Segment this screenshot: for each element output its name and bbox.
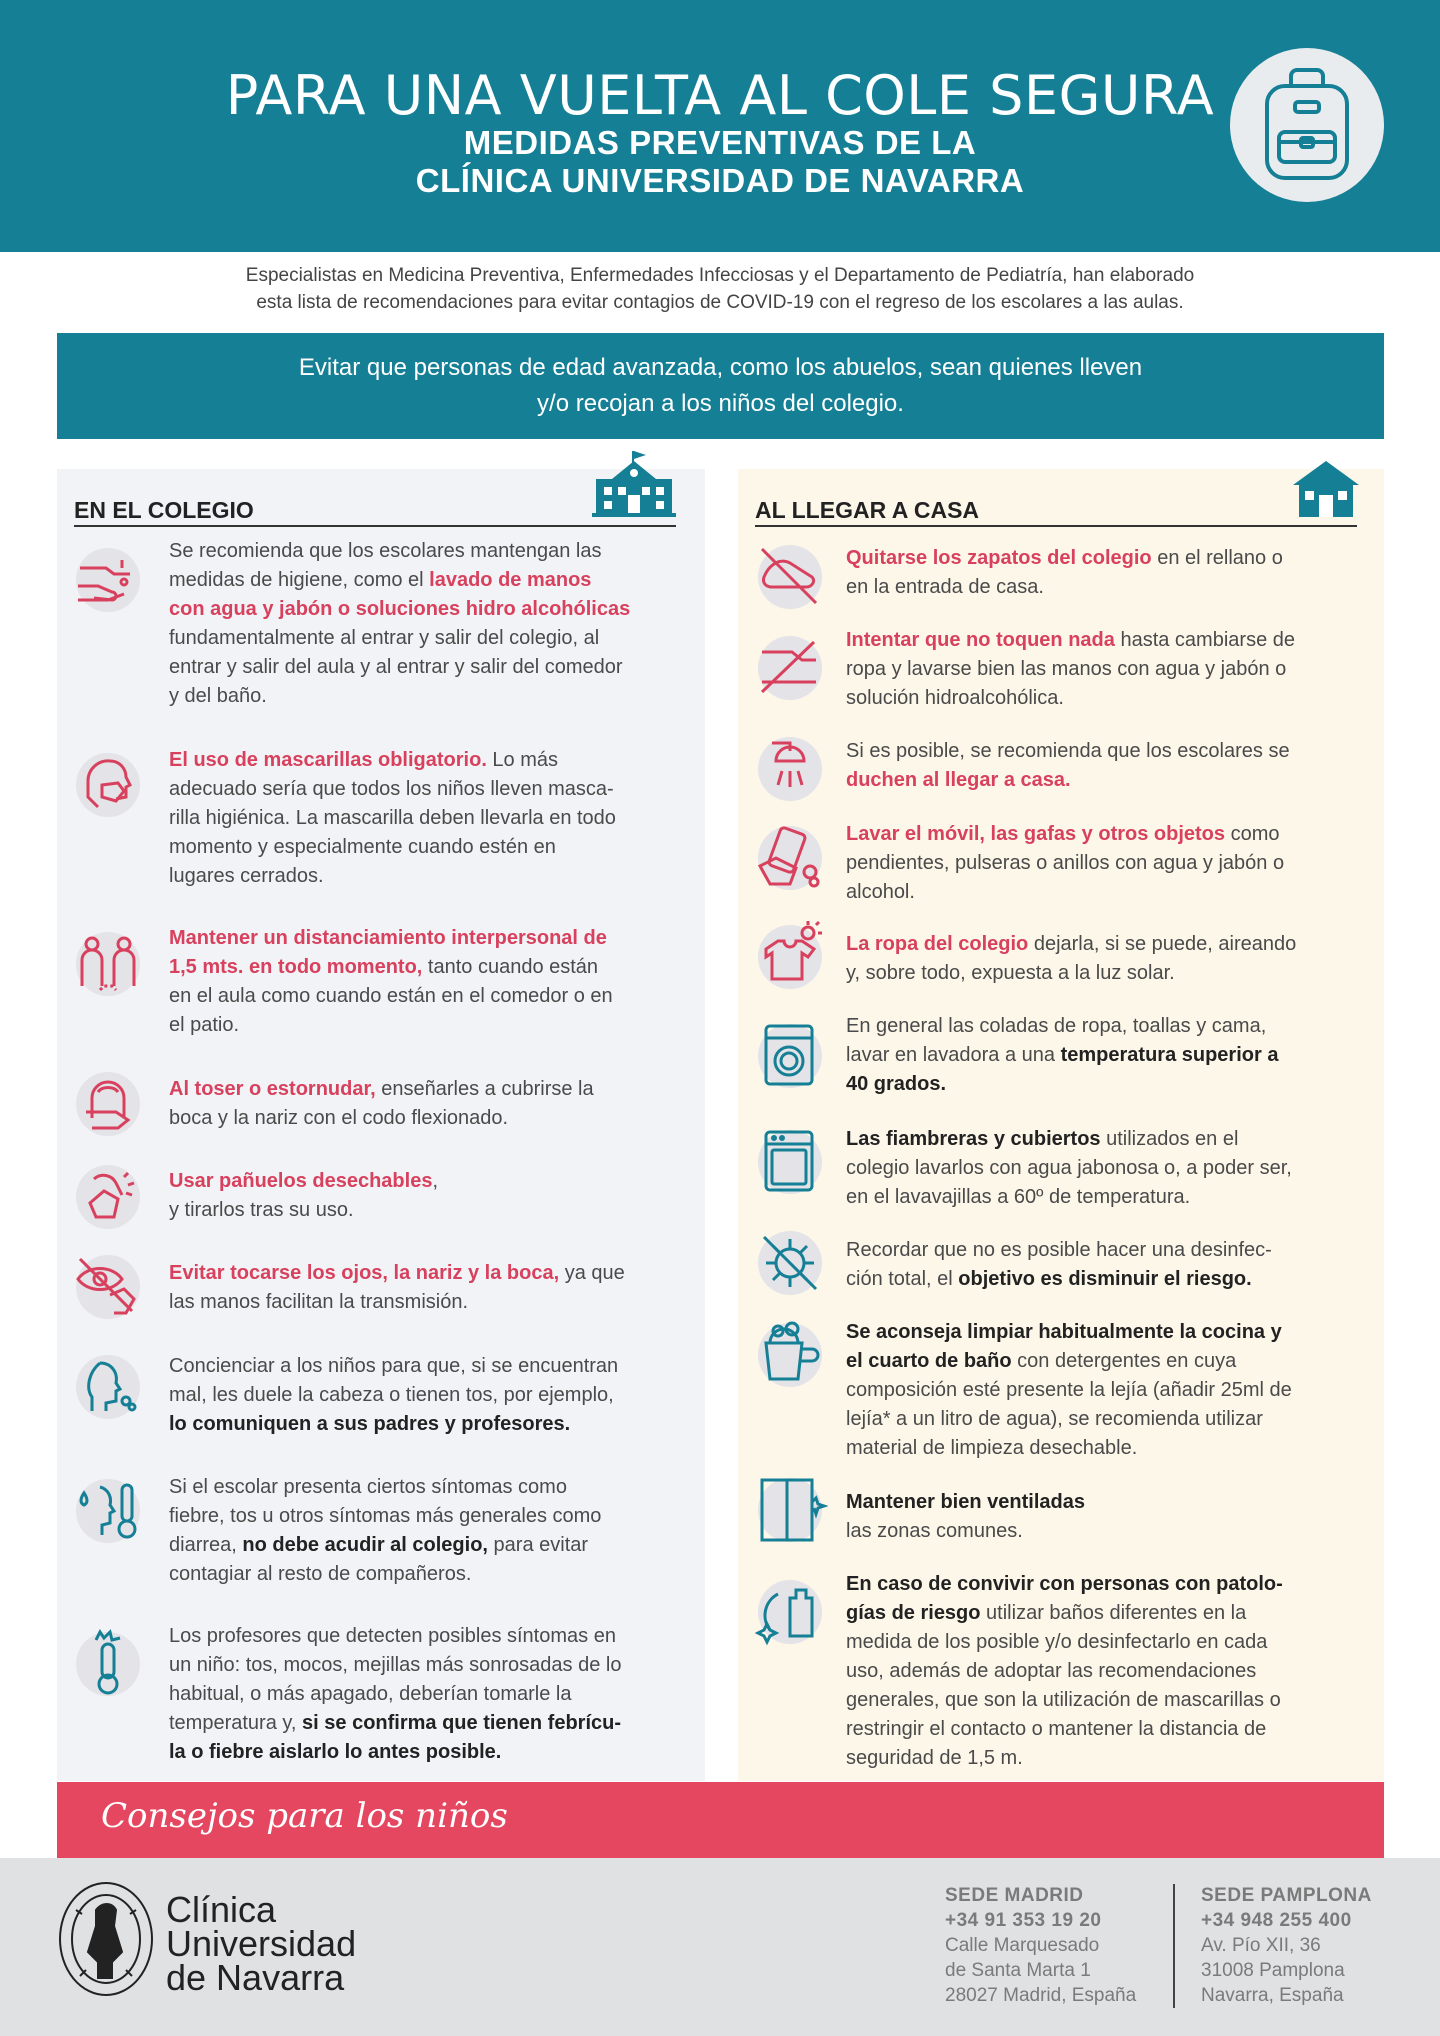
list-item — [846, 930, 1296, 988]
item-text: diarrea, — [169, 1534, 243, 1556]
item-highlight: Quitarse los zapatos del colegio — [846, 547, 1152, 569]
item-text — [169, 1075, 594, 1104]
item-text: con detergentes en cuya — [1011, 1350, 1237, 1372]
item-text: ya que — [559, 1262, 625, 1284]
sede-address: 31008 Pamplona — [1201, 1960, 1345, 1981]
sede-title: SEDE PAMPLONA — [1201, 1885, 1372, 1906]
no-touch-icon — [758, 636, 822, 700]
casa-heading: AL LLEGAR A CASA — [755, 489, 1357, 527]
item-text: generales, que son la utilización de mascarillas o — [846, 1689, 1281, 1711]
list-item — [169, 1259, 625, 1317]
item-bold: el cuarto de baño — [846, 1350, 1012, 1372]
subtitle-line: CLÍNICA UNIVERSIDAD DE NAVARRA — [415, 162, 1025, 199]
sede-phone[interactable]: +34 91 353 19 20 — [945, 1910, 1102, 1931]
list-item — [169, 1352, 618, 1439]
item-bold: si se confirma que tienen febrícu- — [302, 1712, 621, 1734]
intro-text — [0, 262, 1440, 316]
no-shoes-icon — [758, 545, 822, 609]
item-text: habitual, o más apagado, deberían tomarle la — [169, 1683, 572, 1705]
item-text: medida de los posible y/o desinfectarlo en cada — [846, 1631, 1268, 1653]
item-text: en la entrada de casa. — [846, 576, 1044, 598]
brand-name — [166, 1889, 357, 1998]
item-text — [169, 1709, 621, 1738]
sede-address: Av. Pío XII, 36 — [1201, 1935, 1321, 1956]
item-text — [846, 930, 1296, 959]
item-text: Concienciar a los niños para que, si se encuentran — [169, 1355, 619, 1377]
item-highlight: Al toser o estornudar, — [169, 1078, 376, 1100]
item-bold: Mantener bien ventiladas — [846, 1491, 1085, 1513]
item-text: entrar y salir del aula y al entrar y salir del comedor — [169, 656, 623, 678]
item-highlight: Evitar tocarse los ojos, la nariz y la boca, — [169, 1262, 560, 1284]
list-item — [846, 737, 1290, 795]
item-text: momento y especialmente cuando estén en — [169, 836, 556, 858]
item-text: contagiar al resto de compañeros. — [169, 1563, 472, 1585]
item-text: Se recomienda que los escolares mantengan las — [169, 540, 602, 562]
item-text: y tirarlos tras su uso. — [169, 1199, 354, 1221]
item-text: lavar en lavadora a una — [846, 1044, 1061, 1066]
brand-line: Universidad — [166, 1923, 357, 1964]
item-text: fundamentalmente al entrar y salir del colegio, al — [169, 627, 600, 649]
shower-icon — [758, 737, 822, 801]
sede-address: de Santa Marta 1 — [945, 1960, 1091, 1981]
cleaning-spray-icon — [758, 1580, 822, 1644]
list-item — [169, 924, 613, 1040]
subtitle-line: MEDIDAS PREVENTIVAS DE LA — [463, 124, 977, 161]
cough-elbow-icon — [76, 1072, 140, 1136]
header — [0, 0, 1440, 252]
item-text: las zonas comunes. — [846, 1520, 1023, 1542]
sick-child-icon — [76, 1355, 140, 1419]
item-text — [846, 544, 1283, 573]
item-text — [169, 566, 630, 595]
item-text: Lo más — [486, 749, 559, 771]
dishwasher-icon — [758, 1130, 822, 1194]
item-text: para evitar — [487, 1534, 589, 1556]
item-text — [169, 1531, 601, 1560]
item-text — [169, 1167, 438, 1196]
list-item — [846, 1012, 1278, 1099]
thermometer-icon — [76, 1632, 140, 1696]
colegio-heading: EN EL COLEGIO — [74, 489, 676, 527]
sede-address: 28027 Madrid, España — [945, 1985, 1137, 2006]
item-text: enseñarles a cubrirse la — [375, 1078, 594, 1100]
item-text — [169, 746, 616, 775]
sede-pamplona — [1201, 1883, 1372, 2008]
item-highlight: Lavar el móvil, las gafas y otros objetos — [846, 823, 1226, 845]
item-highlight: Intentar que no toquen nada — [846, 629, 1115, 651]
item-text: rilla higiénica. La mascarilla deben llevarla en todo — [169, 807, 616, 829]
brand-line: de Navarra — [166, 1957, 345, 1998]
item-bold: temperatura superior a — [1060, 1044, 1279, 1066]
intro-line: esta lista de recomendaciones para evitar contagios de COVID-19 con el regreso de los escolares a las aulas. — [256, 292, 1184, 313]
list-item — [169, 537, 630, 711]
sede-phone[interactable]: +34 948 255 400 — [1201, 1910, 1352, 1931]
item-highlight: Mantener un distanciamiento interpersonal de — [169, 927, 607, 949]
item-text: pendientes, pulseras o anillos con agua y jabón o — [846, 852, 1285, 874]
item-bold: 40 grados. — [846, 1073, 947, 1095]
list-item — [169, 1075, 594, 1133]
item-text — [169, 1259, 625, 1288]
item-text: las manos facilitan la transmisión. — [169, 1291, 469, 1313]
school-icon — [592, 449, 676, 519]
sede-madrid — [945, 1883, 1136, 2008]
footer-divider — [1173, 1884, 1175, 2008]
item-text: lugares cerrados. — [169, 865, 324, 887]
item-text: utilizados en el — [1100, 1128, 1239, 1150]
consejos-banner: Consejos para los niños — [57, 1782, 1384, 1858]
house-icon — [1291, 459, 1361, 519]
item-text: restringir el contacto o mantener la distancia de — [846, 1718, 1267, 1740]
item-text: En general las coladas de ropa, toallas y cama, — [846, 1015, 1267, 1037]
fever-symptoms-icon — [76, 1479, 140, 1543]
item-text: Recordar que no es posible hacer una desinfec- — [846, 1239, 1272, 1261]
item-highlight: con agua y jabón o soluciones hidro alcohólicas — [169, 598, 631, 620]
list-item — [846, 626, 1295, 713]
item-text: material de limpieza desechable. — [846, 1437, 1138, 1459]
list-item — [169, 746, 616, 891]
item-text: seguridad de 1,5 m. — [846, 1747, 1023, 1769]
list-item — [169, 1473, 601, 1589]
list-item — [846, 1125, 1292, 1212]
item-text — [846, 1599, 1283, 1628]
item-text — [846, 1041, 1278, 1070]
page-subtitle — [0, 124, 1440, 200]
item-text: en el rellano o — [1151, 547, 1283, 569]
item-bold: no debe acudir al colegio, — [242, 1534, 488, 1556]
mask-icon — [76, 753, 140, 817]
item-text: y del baño. — [169, 685, 267, 707]
item-highlight: duchen al llegar a casa. — [846, 769, 1071, 791]
page-title: PARA UNA VUELTA AL COLE SEGURA — [225, 64, 1215, 127]
sede-address: Navarra, España — [1201, 1985, 1344, 2006]
item-text: tanto cuando están — [422, 956, 599, 978]
item-text: colegio lavarlos con agua jabonosa o, a poder ser, — [846, 1157, 1292, 1179]
item-text: Si es posible, se recomienda que los escolares se — [846, 740, 1290, 762]
list-item — [846, 1570, 1283, 1773]
main-banner — [57, 333, 1384, 439]
item-text: ción total, el — [846, 1268, 959, 1290]
item-text: el patio. — [169, 1014, 240, 1036]
item-text: hasta cambiarse de — [1114, 629, 1295, 651]
item-highlight: La ropa del colegio — [846, 933, 1029, 955]
item-text — [846, 1347, 1292, 1376]
item-text: medidas de higiene, como el — [169, 569, 430, 591]
item-text: Los profesores que detecten posibles síntomas en — [169, 1625, 616, 1647]
sede-title: SEDE MADRID — [945, 1885, 1084, 1906]
backpack-icon — [1257, 62, 1357, 186]
university-seal-icon — [56, 1880, 156, 1998]
item-bold: gías de riesgo — [846, 1602, 981, 1624]
item-text: temperatura y, — [169, 1712, 303, 1734]
item-bold: En caso de convivir con personas con patolo- — [846, 1573, 1283, 1595]
item-text: solución hidroalcohólica. — [846, 687, 1064, 709]
list-item — [846, 1488, 1085, 1546]
item-text: boca y la nariz con el codo flexionado. — [169, 1107, 509, 1129]
item-text: alcohol. — [846, 881, 915, 903]
virus-icon — [758, 1231, 822, 1295]
list-item — [846, 1318, 1292, 1463]
item-text: lejía* a un litro de agua), se recomienda utilizar — [846, 1408, 1263, 1430]
item-text: uso, además de adoptar las recomendaciones — [846, 1660, 1257, 1682]
list-item — [169, 1622, 621, 1767]
item-bold: objetivo es disminuir el riesgo. — [958, 1268, 1252, 1290]
item-text — [846, 1265, 1272, 1294]
item-text: Si el escolar presenta ciertos síntomas como — [169, 1476, 567, 1498]
backpack-badge — [1230, 48, 1384, 202]
item-text — [846, 626, 1295, 655]
item-text: un niño: tos, mocos, mejillas más sonrosadas de lo — [169, 1654, 622, 1676]
distance-icon — [76, 932, 140, 996]
item-text: adecuado sería que todos los niños lleven masca- — [169, 778, 614, 800]
item-highlight: 1,5 mts. en todo momento, — [169, 956, 423, 978]
banner-line: Evitar que personas de edad avanzada, como los abuelos, sean quienes lleven — [298, 354, 1143, 381]
sun-clothes-icon — [758, 925, 822, 989]
sede-address: Calle Marquesado — [945, 1935, 1100, 1956]
item-highlight: lavado de manos — [429, 569, 592, 591]
item-text — [846, 820, 1284, 849]
item-text: , — [432, 1170, 439, 1192]
item-bold: lo comuniquen a sus padres y profesores. — [169, 1413, 571, 1435]
item-text: utilizar baños diferentes en la — [980, 1602, 1247, 1624]
item-text: y, sobre todo, expuesta a la luz solar. — [846, 962, 1175, 984]
item-text: composición esté presente la lejía (añadir 25ml de — [846, 1379, 1292, 1401]
item-highlight: Usar pañuelos desechables — [169, 1170, 433, 1192]
banner-line: y/o recojan a los niños del colegio. — [537, 390, 904, 417]
tissue-icon — [76, 1165, 140, 1229]
item-text: en el aula como cuando están en el comedor o en — [169, 985, 613, 1007]
list-item — [846, 544, 1283, 602]
item-text: en el lavavajillas a 60º de temperatura. — [846, 1186, 1191, 1208]
item-text: dejarla, si se puede, aireando — [1028, 933, 1297, 955]
list-item — [169, 1167, 438, 1225]
brand-line: Clínica — [166, 1889, 277, 1930]
item-text: ropa y lavarse bien las manos con agua y jabón o — [846, 658, 1287, 680]
window-icon — [758, 1478, 822, 1542]
item-text — [846, 1125, 1292, 1154]
bucket-icon — [758, 1323, 822, 1387]
item-bold: la o fiebre aislarlo lo antes posible. — [169, 1741, 502, 1763]
clean-phone-icon — [758, 826, 822, 890]
washing-machine-icon — [758, 1024, 822, 1088]
item-highlight: El uso de mascarillas obligatorio. — [169, 749, 487, 771]
item-text: mal, les duele la cabeza o tienen tos, por ejemplo, — [169, 1384, 614, 1406]
item-text: como — [1225, 823, 1280, 845]
list-item — [846, 820, 1284, 907]
intro-line: Especialistas en Medicina Preventiva, Enfermedades Infecciosas y el Departamento de Pediatría, han elaborado — [245, 265, 1195, 286]
no-touch-eyes-icon — [76, 1255, 140, 1319]
handwash-icon — [76, 548, 140, 612]
item-bold: Las fiambreras y cubiertos — [846, 1128, 1101, 1150]
item-text: fiebre, tos u otros síntomas más generales como — [169, 1505, 602, 1527]
item-text — [169, 953, 613, 982]
list-item — [846, 1236, 1272, 1294]
item-bold: Se aconseja limpiar habitualmente la cocina y — [846, 1321, 1282, 1343]
